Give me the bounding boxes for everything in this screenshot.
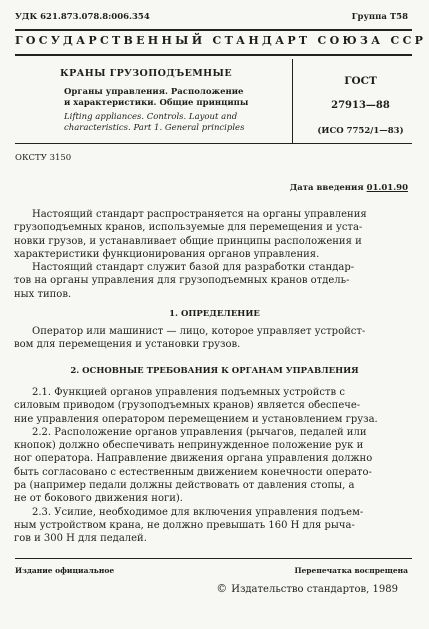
paragraph-scope [14,208,412,261]
group-code: Группа Т58 [351,12,408,22]
text-line: ног оператора. Направление движения органа управления должно [14,453,373,465]
gost-label: ГОСТ [344,75,377,87]
text-line: вом для перемещения и установки грузов. [14,339,241,351]
paragraph-basis [14,261,412,301]
text-line: 2.3. Усилие, необходимое для включения управления подъем- [32,506,364,518]
banner-bottom-rule [15,54,412,56]
english-title [64,112,244,134]
official-edition-note: Издание официальное [15,566,115,575]
text-line: тов на органы управления для грузоподъемных кранов отдель- [14,275,350,287]
text-line: 2.1. Функцией органов управления подъемных устройств с [32,387,345,398]
section-heading-requirements: 2. ОСНОВНЫЕ ТРЕБОВАНИЯ К ОРГАНАМ УПРАВЛЕНИЯ [70,366,359,376]
banner-top-rule [15,29,412,31]
text-line: новки грузов, и устанавливает общие принципы расположения и [14,235,362,247]
text-line: кнопок) должно обеспечивать непринужденное положение рук и [14,440,364,452]
standard-banner: ГОСУДАРСТВЕННЫЙ СТАНДАРТ СОЮЗА ССР [15,34,427,47]
text-line: ных типов. [14,288,72,300]
effective-date-value: 01.01.90 [366,183,408,193]
text-line: ным устройством крана, не должно превышать 160 Н для рыча- [14,519,355,531]
text-line: Оператор или машинист — лицо, которое управляет устройст- [32,326,366,337]
section-heading-definition: 1. ОПРЕДЕЛЕНИЕ [169,309,260,319]
subtitle-line: и характеристики. Общие принципы [64,98,249,108]
title-block-rule [15,143,412,144]
subtitle-line: Органы управления. Расположение [64,87,244,97]
effective-date [290,183,408,193]
reprint-prohibited-note: Перепечатка воспрещена [294,566,408,575]
english-title-line: Lifting appliances. Controls. Layout and [64,112,238,122]
gost-number: 27913—88 [331,100,390,111]
text-line: гов и 300 Н для педалей. [14,533,147,545]
iso-reference: (ИСО 7752/1—83) [317,126,404,136]
footer-rule [15,558,412,559]
text-line: ние управления оператором перемещением и установлением груза. [14,413,378,425]
text-line: грузоподъемных кранов, используемые для перемещения и уста- [14,222,363,234]
text-line: Настоящий стандарт служит базой для разработки стандар- [32,262,355,273]
text-line: Настоящий стандарт распространяется на органы управления [32,209,367,220]
text-line: 2.2. Расположение органов управления (рычагов, педалей или [32,426,367,438]
okstu-code: ОКСТУ 3150 [15,153,72,163]
document-subtitle [64,87,248,109]
text-line: не от бокового движения ноги). [14,493,183,505]
effective-date-label: Дата введения [289,183,364,193]
document-title: КРАНЫ ГРУЗОПОДЪЕМНЫЕ [60,68,232,79]
text-line: ра (например педали должны действовать от давления стопы, а [14,480,355,492]
udk-code: УДК 621.873.078.8:006.354 [15,12,150,22]
paragraph-definition [14,325,412,352]
paragraph-requirements [14,386,412,546]
text-line: силовым приводом (грузоподъемных кранов) является обеспече- [14,400,361,412]
text-line: быть согласовано с естественным движением конечности операто- [14,466,372,478]
text-line: характеристики функционирования органов управления. [14,248,320,260]
english-title-line: characteristics. Part 1. General principles [64,123,245,133]
copyright-line [216,582,398,595]
copyright-text: Издательство стандартов, 1989 [231,584,398,595]
copyright-icon: © [216,582,228,595]
